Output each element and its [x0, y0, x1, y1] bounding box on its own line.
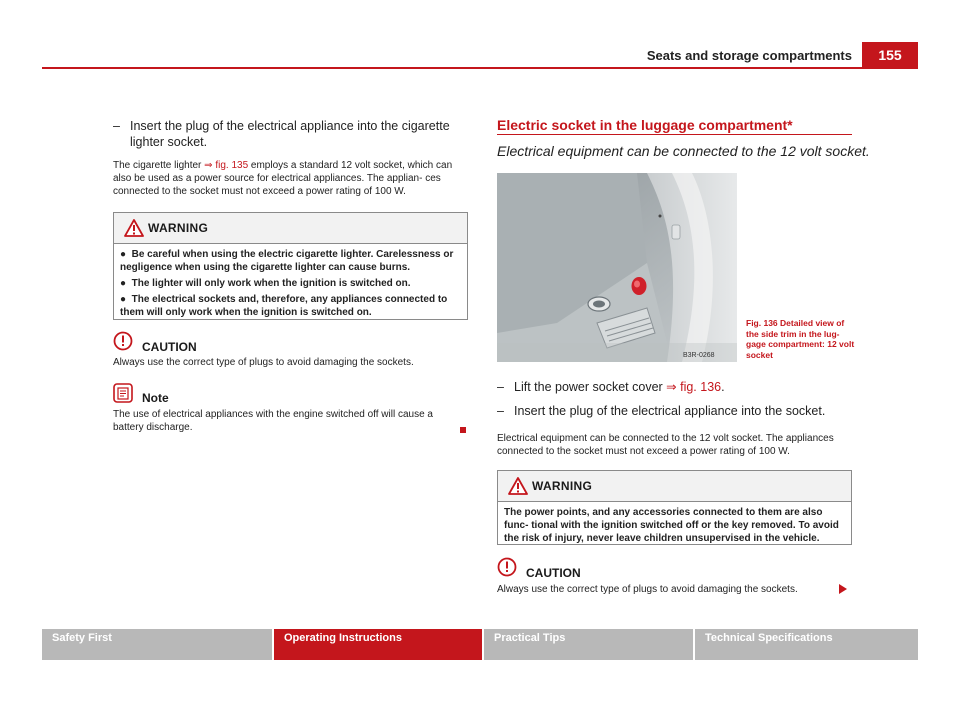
footer-tab-technical-specifications[interactable]: Technical Specifications — [695, 629, 918, 660]
right-caution-label: CAUTION — [526, 566, 581, 580]
page-number: 155 — [862, 42, 918, 68]
warning-item-text: The lighter will only work when the ignition is switched on. — [131, 278, 411, 289]
figure-136-image — [497, 173, 737, 362]
note-icon — [113, 383, 133, 403]
left-step-1-text: Insert the plug of the electrical appliance into the cigarette lighter socket. — [130, 119, 450, 149]
right-paragraph: Electrical equipment can be connected to the 12 volt socket. The appliances connected to the socket must not exceed a power rating of 100 W. — [497, 433, 834, 457]
section-title: Electric socket in the luggage compartment* — [497, 117, 793, 133]
step-dash: – — [497, 404, 504, 418]
left-caution-text: Always use the correct type of plugs to avoid damaging the sockets. — [113, 357, 414, 368]
left-paragraph-text-end: employs a standard 12 volt socket, which can also be used as a power source for electrical appliances. The applian- ces connected to the socket must not exceed a power rating of 100 W. — [113, 160, 453, 197]
warning-item-text: Be careful when using the electric cigarette lighter. Carelessness or negligence when using the cigarette lighter can cause burns. — [120, 249, 454, 273]
right-step-1-end: . — [721, 380, 725, 394]
caution-icon — [113, 331, 133, 351]
warning-item: ● The electrical sockets and, therefore, any appliances connected to them will only work when the ignition is switched on. — [120, 294, 448, 318]
right-warning-header — [498, 471, 851, 502]
section-end-marker — [460, 427, 466, 433]
fig-135-link[interactable]: ⇒ fig. 135 — [204, 160, 249, 171]
left-warning-label: WARNING — [148, 221, 209, 235]
footer-tab-operating-instructions[interactable]: Operating Instructions — [274, 629, 482, 660]
footer-tab-safety-first[interactable]: Safety First — [42, 629, 272, 660]
note-label: Note — [142, 391, 169, 405]
note-text: The use of electrical appliances with the engine switched off will cause a battery discharge. — [113, 409, 433, 433]
warning-item: ● Be careful when using the electric cigarette lighter. Carelessness or negligence when using the cigarette lighter can cause burns. — [120, 249, 454, 273]
left-warning-box — [113, 212, 468, 320]
right-step-2-text: Insert the plug of the electrical appliance into the socket. — [514, 404, 826, 418]
right-step-1 — [497, 379, 852, 395]
warning-triangle-icon — [124, 219, 144, 237]
left-warning-body — [114, 244, 467, 326]
step-dash: – — [113, 119, 120, 133]
right-warning-body: The power points, and any accessories connected to them are also func- tional with the ignition switched off or the key removed. To avoid the risk of injury, never leave children unsupervised in the vehicle. — [504, 507, 839, 544]
left-paragraph-text: The cigarette lighter — [113, 160, 205, 171]
figure-code: B3R-0268 — [683, 352, 715, 359]
section-subtitle: Electrical equipment can be connected to the 12 volt socket. — [497, 143, 870, 159]
luggage-side-trim-illustration — [497, 173, 737, 362]
right-caution-text: Always use the correct type of plugs to avoid damaging the sockets. — [497, 584, 798, 595]
step-dash: – — [497, 380, 504, 394]
section-title-rule — [497, 134, 852, 135]
left-warning-header — [114, 213, 467, 244]
warning-item: ● The lighter will only work when the ignition is switched on. — [120, 278, 411, 289]
warning-item-text: The electrical sockets and, therefore, any appliances connected to them will only work when the ignition is switched on. — [120, 294, 448, 318]
caution-icon — [497, 557, 517, 577]
warning-triangle-icon — [508, 477, 528, 495]
right-step-2 — [497, 403, 852, 419]
continue-arrow-icon — [838, 583, 848, 595]
right-warning-box — [497, 470, 852, 545]
footer-tab-practical-tips[interactable]: Practical Tips — [484, 629, 693, 660]
page-header-title: Seats and storage compartments — [646, 48, 852, 63]
fig-136-link[interactable]: ⇒ fig. 136 — [666, 380, 722, 394]
right-step-1-text — [497, 379, 852, 395]
left-paragraph — [113, 159, 465, 198]
left-caution-label: CAUTION — [142, 340, 197, 354]
left-step-1 — [113, 118, 463, 150]
figure-caption: Fig. 136 Detailed view of the side trim in the lug- gage compartment: 12 volt socket — [746, 318, 855, 360]
right-warning-label: WARNING — [532, 479, 593, 493]
header-divider — [42, 67, 918, 69]
right-step-1-label: Lift the power socket cover — [514, 380, 667, 394]
